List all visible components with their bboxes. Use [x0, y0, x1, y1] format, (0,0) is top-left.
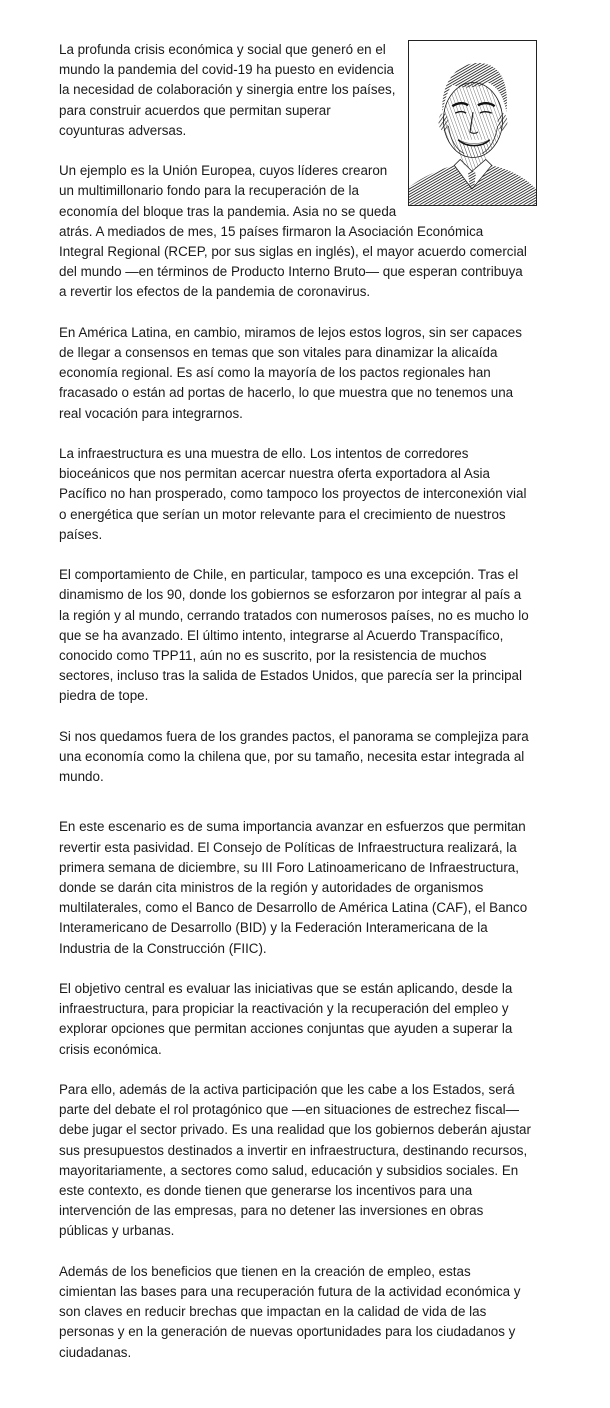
paragraph-6: Si nos quedamos fuera de los grandes pactos, el panorama se complejiza para una economía como la chilena que, por su tamaño, necesita estar integrada al mundo. — [59, 728, 529, 785]
paragraph-8: El objetivo central es evaluar las iniciativas que se están aplicando, desde la infraestructura, para propiciar la reactivación y la recuperación del empleo y explorar opciones que permitan acciones conjuntas que ayuden a superar la crisis económica. — [59, 981, 513, 1057]
paragraph-3: En América Latina, en cambio, miramos de lejos estos logros, sin ser capaces de llegar a consensos en temas que son vitales para dinamizar la alicaída economía regional. Es así como la mayoría de los pactos regionales han fracasado o están ad portas de hacerlo, lo que muestra que no tenemos una real vocación para integrarnos. — [59, 324, 522, 421]
paragraph-9: Para ello, además de la activa participación que les cabe a los Estados, será parte del debate el rol protagónico que —en situaciones de estrechez fiscal— debe jugar el sector privado. Es una realidad que los gobiernos deberán ajustar sus presupuestos destinados a invertir en infraestructura, destinando recursos, mayoritariamente, a sectores como salud, educación y subsidios sociales. En este contexto, es donde tienen que generarse los incentivos para una intervención de las empresas, para no detener las inversiones en obras públicas y urbanas. — [59, 1082, 531, 1239]
portrait-icon — [409, 41, 536, 205]
article-body — [59, 40, 531, 1383]
paragraph-2: Un ejemplo es la Unión Europea, cuyos líderes crearon un multimillonario fondo para la recuperación de la economía del bloque tras la pandemia. Asia no se queda atrás. A mediados de mes, 15 países firmaron la Asociación Económica Integral Regional (RCEP, por sus siglas en inglés), el mayor acuerdo comercial del mundo —en términos de Producto Interno Bruto— que esperan contribuya a revertir los efectos de la pandemia de coronavirus. — [59, 163, 527, 300]
paragraph-4: La infraestructura es una muestra de ello. Los intentos de corredores bioceánicos que nos permitan acercar nuestra oferta exportadora al Asia Pacífico no han prosperado, como tampoco los proyectos de interconexión vial o energética que serían un motor relevante para el crecimiento de nuestros países. — [59, 446, 527, 542]
paragraph-10: Además de los beneficios que tienen en la creación de empleo, estas cimientan las bases para una recuperación futura de la actividad económica y son claves en reducir brechas que impactan en la calidad de vida de las personas y en la generación de nuevas oportunidades para los ciudadanos y ciudadanas. — [59, 1263, 521, 1360]
paragraph-5: El comportamiento de Chile, en particular, tampoco es una excepción. Tras el dinamismo de los 90, donde los gobiernos se esforzaron por integrar al país a la región y al mundo, cerrando tratados con numerosos países, no es mucho lo que se ha avanzado. El último intento, integrarse al Acuerdo Transpacífico, conocido como TPP11, aún no es suscrito, por la resistencia de muchos sectores, incluso tras la salida de Estados Unidos, que parecía ser la principal piedra de tope. — [59, 567, 529, 704]
author-portrait — [408, 40, 537, 206]
paragraph-7: En este escenario es de suma importancia avanzar en esfuerzos que permitan revertir esta pasividad. El Consejo de Políticas de Infraestructura realizará, la primera semana de diciembre, su III Foro Latinoamericano de Infraestructura, donde se darán cita ministros de la región y autoridades de organismos multilaterales, como el Banco de Desarrollo de América Latina (CAF), el Banco Interamericano de Desarrollo (BID) y la Federación Interamericana de la Industria de la Construcción (FIIC). — [59, 819, 528, 956]
paragraph-1: La profunda crisis económica y social que generó en el mundo la pandemia del covid-19 ha puesto en evidencia la necesidad de colaboración y sinergia entre los países, para construir acuerdos que permitan superar coyunturas adversas. — [59, 42, 396, 138]
